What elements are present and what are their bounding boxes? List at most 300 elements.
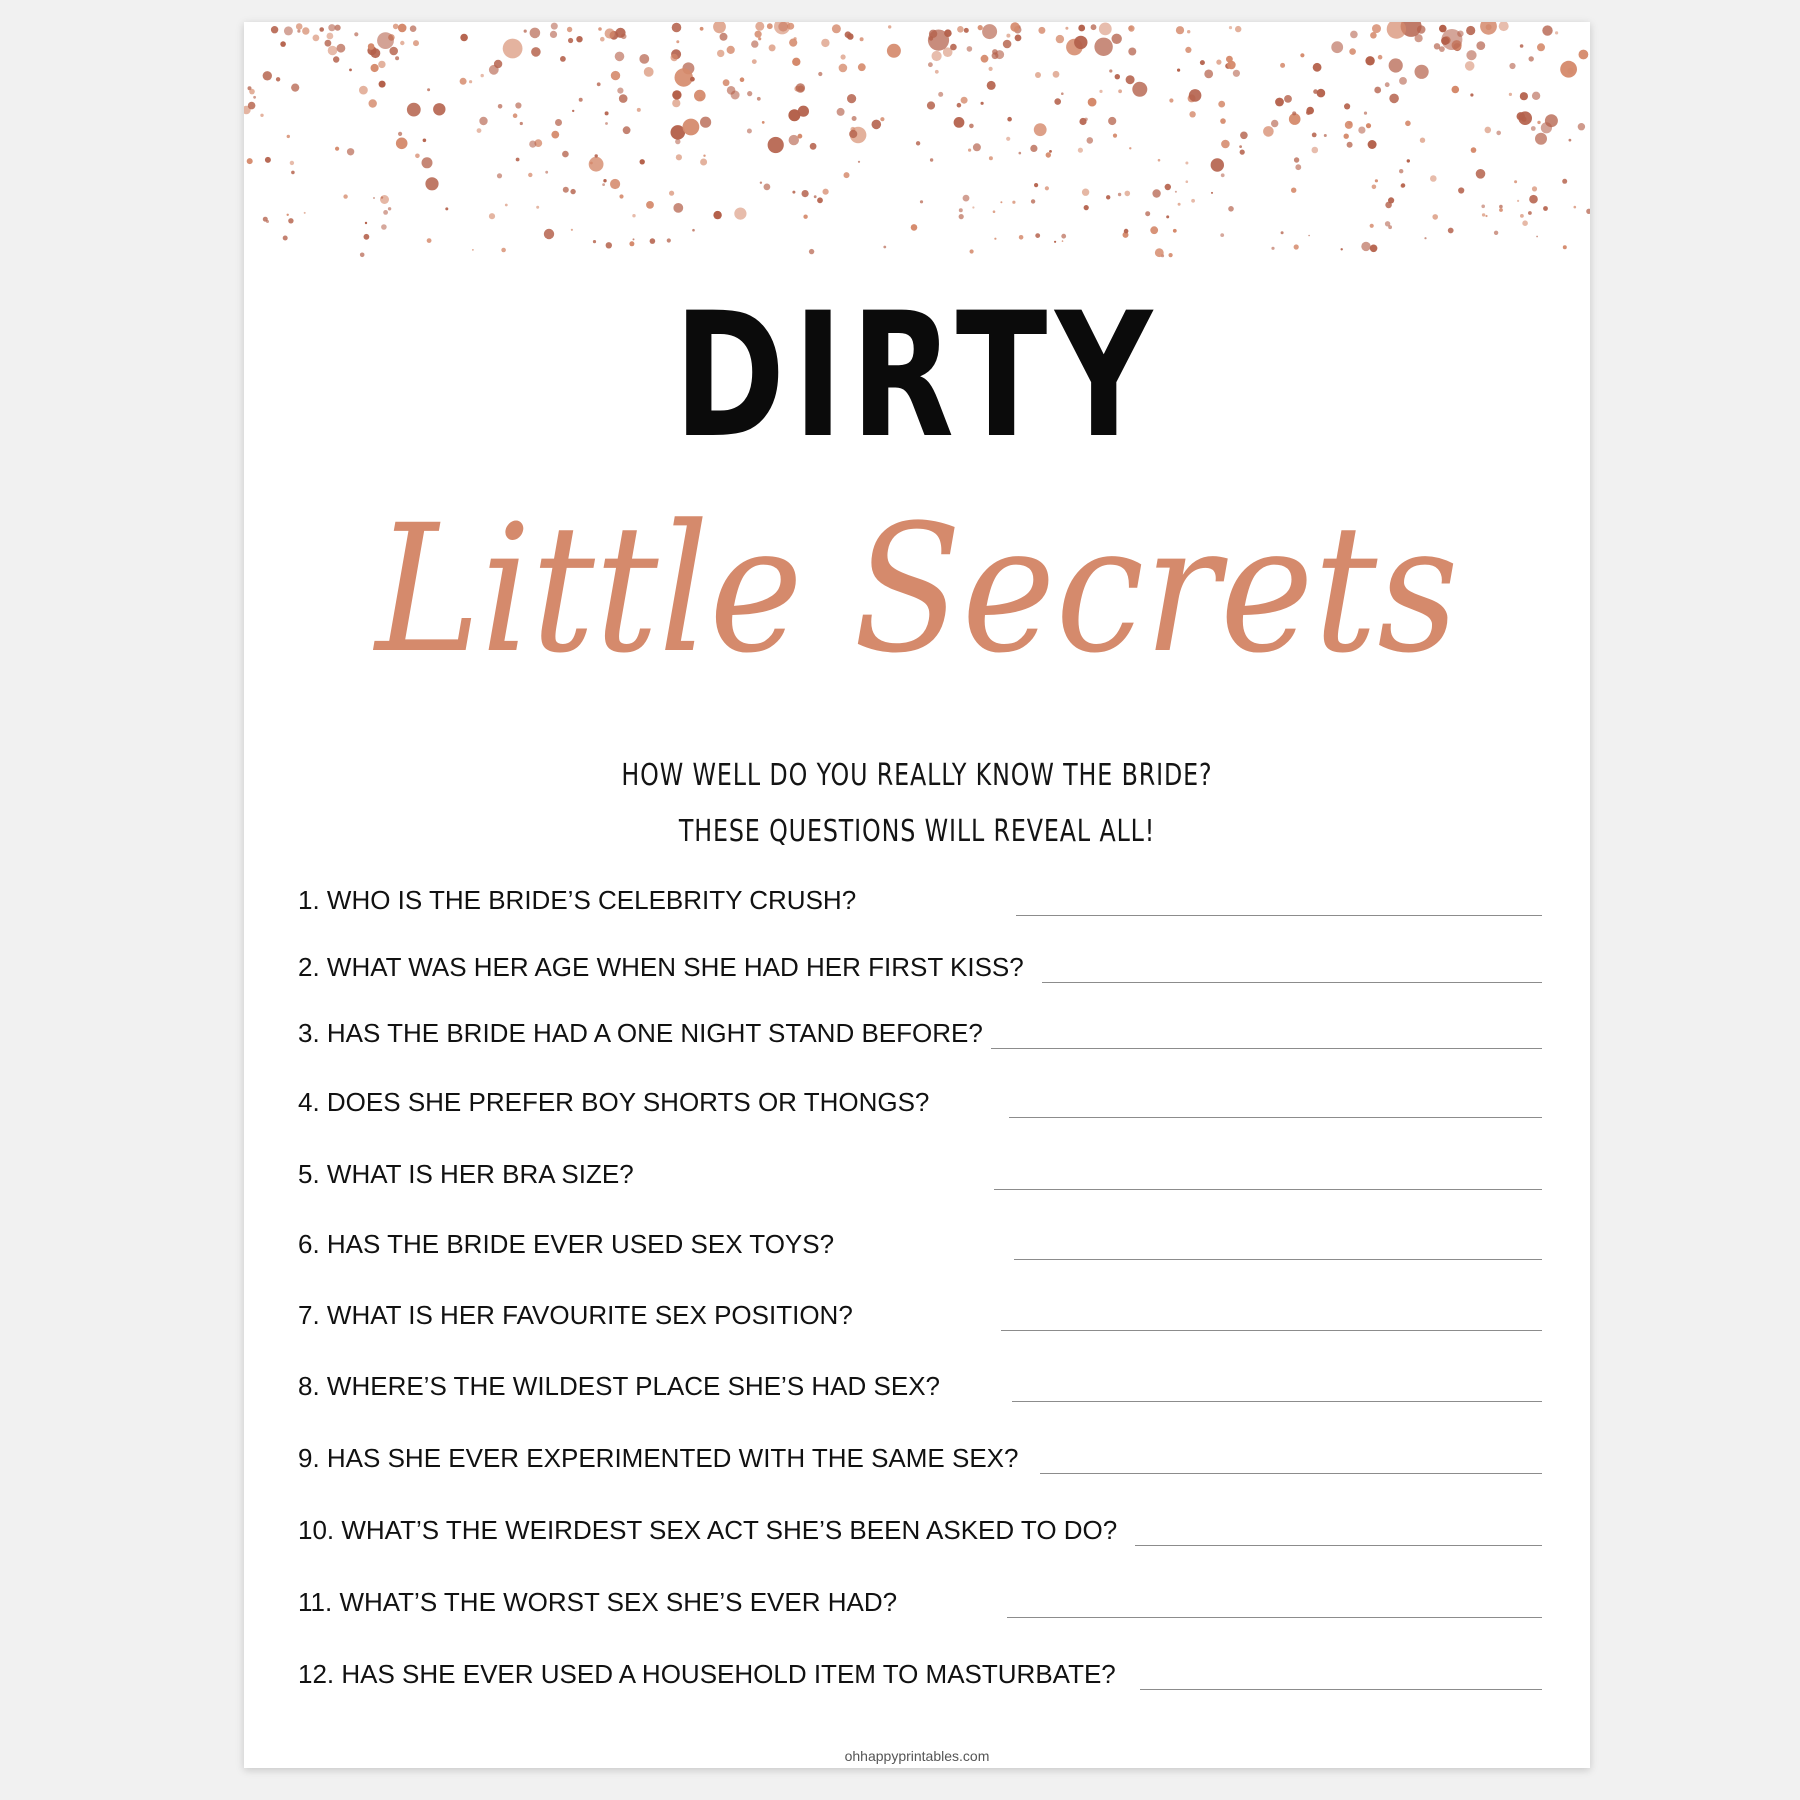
confetti-dot: [789, 39, 797, 47]
answer-line[interactable]: [1140, 1688, 1542, 1690]
confetti-dot: [531, 47, 541, 57]
confetti-dot: [1522, 117, 1527, 122]
confetti-dot: [489, 65, 499, 75]
confetti-dot: [302, 27, 309, 34]
confetti-dot: [287, 135, 290, 138]
confetti-dot: [673, 203, 683, 213]
confetti-dot: [1189, 89, 1202, 102]
confetti-dot: [987, 81, 996, 90]
confetti-dot: [667, 238, 671, 242]
question-text: 11. WHAT’S THE WORST SEX SHE’S EVER HAD?: [298, 1587, 898, 1617]
confetti-dot: [1485, 215, 1487, 217]
confetti-dot: [1038, 27, 1045, 34]
confetti-dot: [1401, 183, 1405, 187]
answer-line[interactable]: [1016, 914, 1542, 916]
confetti-dot: [767, 23, 773, 29]
confetti-dot: [1509, 93, 1512, 96]
confetti-dot: [959, 208, 963, 212]
confetti-dot: [1569, 139, 1572, 142]
confetti-dot: [427, 238, 432, 243]
confetti-dot: [1365, 56, 1374, 65]
confetti-dot: [1189, 111, 1195, 117]
confetti-dot: [1049, 150, 1052, 153]
confetti-dot: [516, 158, 520, 162]
confetti-dot: [433, 103, 445, 115]
confetti-dot: [503, 39, 523, 59]
confetti-dot: [388, 207, 391, 210]
confetti-dot: [1520, 214, 1524, 218]
answer-line[interactable]: [1042, 981, 1542, 983]
confetti-dot: [675, 68, 693, 86]
confetti-dot: [1106, 195, 1110, 199]
confetti-dot: [1562, 179, 1567, 184]
confetti-dot: [1389, 94, 1399, 104]
confetti-dot: [1432, 214, 1438, 220]
confetti-dot: [989, 67, 993, 71]
confetti-dot: [970, 249, 974, 253]
confetti-dot: [1532, 186, 1537, 191]
confetti-dot: [1056, 35, 1064, 43]
confetti-dot: [364, 234, 370, 240]
confetti-dot: [1485, 127, 1492, 134]
confetti-dot: [1364, 112, 1367, 115]
confetti-dot: [1109, 69, 1112, 72]
confetti-dot: [562, 151, 569, 158]
confetti-dot: [1118, 193, 1121, 196]
confetti-dot: [1281, 231, 1284, 234]
confetti-dot: [1324, 134, 1327, 137]
confetti-dot: [1522, 220, 1528, 226]
confetti-dot: [260, 114, 263, 117]
confetti-dot: [550, 31, 557, 38]
answer-line[interactable]: [1012, 1400, 1542, 1402]
question-text: 1. WHO IS THE BRIDE’S CELEBRITY CRUSH?: [298, 885, 857, 915]
confetti-dot: [249, 89, 255, 95]
confetti-dot: [964, 28, 969, 33]
question-text: 7. WHAT IS HER FAVOURITE SEX POSITION?: [298, 1300, 853, 1330]
confetti-dot: [1035, 72, 1041, 78]
confetti-dot: [337, 44, 346, 53]
confetti-dot: [1034, 123, 1047, 136]
confetti-dot: [354, 32, 358, 36]
confetti-dot: [290, 161, 294, 165]
confetti-dot: [617, 88, 623, 94]
confetti-dot: [1496, 131, 1501, 136]
confetti-dot: [789, 135, 799, 145]
confetti-dot: [1555, 31, 1558, 34]
confetti-dot: [1420, 138, 1425, 143]
confetti-dot: [1543, 206, 1548, 211]
confetti-dot: [727, 86, 736, 95]
confetti-dot: [938, 92, 943, 97]
confetti-dot: [1275, 98, 1284, 107]
confetti-dot: [844, 172, 850, 178]
question-row: [298, 1216, 1542, 1264]
rose-gold-confetti-decoration: [244, 22, 1590, 272]
confetti-dot: [694, 90, 706, 102]
confetti-dot: [328, 24, 335, 31]
confetti-dot: [1350, 31, 1358, 39]
question-row: [298, 1287, 1542, 1335]
confetti-dot: [400, 41, 404, 45]
confetti-dot: [932, 51, 942, 61]
confetti-dot: [1229, 26, 1232, 29]
confetti-dot: [1374, 87, 1381, 94]
answer-line[interactable]: [1014, 1258, 1542, 1260]
confetti-dot: [1054, 241, 1056, 243]
confetti-dot: [814, 195, 817, 198]
confetti-dot: [1531, 126, 1536, 131]
confetti-dot: [982, 24, 997, 39]
confetti-dot: [1312, 133, 1317, 138]
confetti-dot: [498, 104, 503, 109]
confetti-dot: [427, 88, 430, 91]
subtitle-line-1: HOW WELL DO YOU REALLY KNOW THE BRIDE?: [621, 758, 1213, 793]
confetti-dot: [847, 33, 854, 40]
confetti-dot: [615, 52, 625, 62]
confetti-dot: [1499, 205, 1503, 209]
confetti-dot: [1034, 183, 1038, 187]
confetti-dot: [1313, 63, 1322, 72]
confetti-dot: [1126, 75, 1135, 84]
confetti-dot: [1000, 201, 1002, 203]
confetti-dot: [847, 94, 856, 103]
answer-line[interactable]: [1040, 1472, 1542, 1474]
question-text: 3. HAS THE BRIDE HAD A ONE NIGHT STAND BEFORE?: [298, 1018, 983, 1048]
confetti-dot: [1211, 192, 1213, 194]
confetti-dot: [1169, 98, 1173, 102]
confetti-dot: [713, 22, 726, 33]
confetti-dot: [1529, 195, 1538, 204]
confetti-dot: [379, 81, 386, 88]
confetti-dot: [644, 67, 654, 77]
confetti-dot: [327, 33, 334, 40]
confetti-dot: [271, 26, 278, 33]
confetti-dot: [1271, 120, 1278, 127]
confetti-dot: [1372, 24, 1381, 33]
confetti-dot: [1088, 98, 1097, 107]
confetti-dot: [981, 102, 984, 105]
confetti-dot: [1385, 202, 1392, 209]
confetti-dot: [1078, 148, 1083, 153]
confetti-dot: [762, 121, 765, 124]
confetti-dot: [1537, 121, 1540, 124]
confetti-dot: [1094, 38, 1112, 56]
confetti-dot: [957, 103, 962, 108]
confetti-dot: [1078, 25, 1085, 32]
confetti-dot: [796, 83, 805, 92]
confetti-dot: [360, 253, 365, 258]
confetti-dot: [1520, 92, 1528, 100]
confetti-dot: [253, 96, 256, 99]
confetti-dot: [489, 213, 495, 219]
confetti-dot: [640, 159, 645, 164]
confetti-dot: [287, 214, 289, 216]
answer-line[interactable]: [1007, 1616, 1542, 1618]
confetti-dot: [1145, 211, 1150, 216]
confetti-dot: [410, 25, 417, 32]
confetti-dot: [993, 210, 996, 213]
confetti-dot: [1220, 233, 1224, 237]
confetti-dot: [263, 71, 272, 80]
confetti-dot: [280, 41, 286, 47]
confetti-dot: [380, 195, 389, 204]
confetti-dot: [1344, 134, 1349, 139]
confetti-dot: [959, 214, 964, 219]
confetti-dot: [849, 130, 857, 138]
confetti-dot: [520, 122, 523, 125]
confetti-dot: [248, 102, 256, 110]
confetti-dot: [1173, 229, 1177, 233]
confetti-dot: [927, 101, 935, 109]
confetti-dot: [605, 111, 609, 115]
confetti-dot: [792, 58, 800, 66]
confetti-dot: [972, 206, 974, 208]
answer-line[interactable]: [1009, 1116, 1542, 1118]
confetti-dot: [425, 177, 438, 190]
confetti-dot: [1417, 25, 1426, 34]
question-row: [298, 1430, 1542, 1478]
confetti-dot: [1125, 191, 1131, 197]
confetti-dot: [597, 82, 601, 86]
question-text: 6. HAS THE BRIDE EVER USED SEX TOYS?: [298, 1229, 835, 1259]
confetti-dot: [545, 171, 548, 174]
confetti-dot: [1366, 123, 1371, 128]
confetti-dot: [1574, 206, 1577, 209]
confetti-dot: [1112, 34, 1122, 44]
confetti-dot: [373, 197, 375, 199]
confetti-dot: [961, 97, 968, 104]
confetti-dot: [347, 148, 354, 155]
confetti-dot: [1003, 40, 1012, 49]
confetti-dot: [764, 184, 771, 191]
confetti-dot: [973, 143, 981, 151]
answer-line[interactable]: [1001, 1329, 1542, 1331]
confetti-dot: [669, 191, 674, 196]
confetti-dot: [1233, 70, 1240, 77]
confetti-dot: [593, 240, 596, 243]
confetti-dot: [1509, 63, 1515, 69]
confetti-dot: [1347, 142, 1353, 148]
confetti-dot: [852, 116, 857, 121]
confetti-dot: [445, 207, 448, 210]
confetti-dot: [1331, 41, 1343, 53]
confetti-dot: [1007, 117, 1012, 122]
confetti-dot: [841, 54, 846, 59]
confetti-dot: [423, 139, 427, 143]
confetti-dot: [501, 248, 506, 253]
confetti-dot: [676, 154, 682, 160]
confetti-dot: [872, 120, 882, 130]
confetti-dot: [333, 56, 339, 62]
question-row: [298, 939, 1542, 987]
question-row: [298, 1146, 1542, 1194]
confetti-dot: [378, 61, 385, 68]
confetti-dot: [605, 122, 608, 125]
confetti-dot: [1087, 137, 1094, 144]
confetti-dot: [1349, 48, 1356, 55]
confetti-dot: [343, 194, 347, 198]
confetti-dot: [1035, 233, 1040, 238]
confetti-dot: [752, 59, 757, 64]
question-text: 4. DOES SHE PREFER BOY SHORTS OR THONGS?: [298, 1087, 930, 1117]
confetti-dot: [1240, 132, 1248, 140]
confetti-dot: [792, 191, 795, 194]
confetti-dot: [1216, 60, 1221, 65]
confetti-dot: [676, 40, 679, 43]
confetti-dot: [911, 224, 918, 231]
confetti-dot: [727, 46, 735, 54]
confetti-dot: [1536, 236, 1538, 238]
confetti-dot: [1452, 86, 1460, 94]
confetti-dot: [1221, 140, 1230, 149]
confetti-dot: [1176, 26, 1184, 34]
confetti-dot: [460, 78, 467, 85]
question-row: [298, 1646, 1542, 1694]
confetti-dot: [415, 154, 420, 159]
confetti-dot: [700, 117, 711, 128]
confetti-dot: [1372, 185, 1377, 190]
confetti-dot: [1165, 184, 1171, 190]
confetti-dot: [774, 22, 790, 34]
question-row: [298, 1358, 1542, 1406]
confetti-dot: [369, 99, 377, 107]
confetti-dot: [1424, 237, 1426, 239]
confetti-dot: [551, 23, 558, 30]
confetti-dot: [1054, 98, 1061, 105]
confetti-dot: [368, 43, 375, 50]
answer-line[interactable]: [1135, 1544, 1542, 1546]
confetti-dot: [497, 173, 502, 178]
confetti-dot: [371, 64, 379, 72]
confetti-dot: [1399, 77, 1407, 85]
confetti-dot: [1046, 152, 1051, 157]
confetti-dot: [928, 62, 933, 67]
confetti-dot: [398, 24, 407, 33]
confetti-dot: [1015, 35, 1022, 42]
confetti-dot: [1345, 121, 1353, 129]
confetti-dot: [560, 56, 566, 62]
answer-line[interactable]: [991, 1047, 1542, 1049]
confetti-dot: [1062, 240, 1064, 242]
confetti-dot: [1006, 137, 1010, 141]
confetti-dot: [396, 138, 408, 150]
confetti-dot: [536, 206, 539, 209]
confetti-dot: [1578, 123, 1585, 130]
confetti-dot: [619, 94, 628, 103]
confetti-dot: [935, 70, 939, 74]
confetti-dot: [481, 74, 484, 77]
confetti-dot: [288, 218, 293, 223]
confetti-dot: [1061, 92, 1064, 95]
confetti-dot: [579, 98, 583, 102]
confetti-dot: [1155, 248, 1164, 257]
confetti-dot: [479, 117, 487, 125]
confetti-dot: [389, 47, 398, 56]
confetti-dot: [606, 242, 612, 248]
confetti-dot: [950, 44, 957, 51]
confetti-dot: [1099, 23, 1112, 36]
confetti-dot: [723, 79, 730, 86]
confetti-dot: [1079, 118, 1086, 125]
confetti-dot: [1177, 69, 1180, 72]
confetti-dot: [646, 201, 654, 209]
confetti-dot: [1306, 107, 1314, 115]
confetti-dot: [757, 97, 761, 101]
confetti-dot: [1313, 89, 1318, 94]
printable-sheet: [244, 22, 1590, 1768]
confetti-dot: [505, 204, 508, 207]
confetti-dot: [349, 69, 352, 72]
confetti-dot: [633, 238, 635, 240]
confetti-dot: [1292, 111, 1296, 115]
confetti-dot: [1481, 205, 1485, 209]
confetti-dot: [276, 77, 280, 81]
confetti-dot: [1370, 32, 1377, 39]
confetti-dot: [683, 119, 700, 136]
question-row: [298, 1502, 1542, 1550]
confetti-dot: [747, 91, 752, 96]
confetti-dot: [304, 212, 306, 214]
confetti-dot: [1185, 47, 1191, 53]
subtitle-line-2: THESE QUESTIONS WILL REVEAL ALL!: [678, 814, 1156, 849]
confetti-dot: [798, 106, 809, 117]
confetti-dot: [1115, 74, 1120, 79]
question-row: [298, 872, 1542, 920]
confetti-dot: [1466, 50, 1476, 60]
confetti-dot: [720, 33, 728, 41]
question-text: 12. HAS SHE EVER USED A HOUSEHOLD ITEM TO MASTURBATE?: [298, 1659, 1116, 1689]
confetti-dot: [1291, 188, 1296, 193]
confetti-dot: [284, 26, 293, 35]
confetti-dot: [610, 179, 620, 189]
confetti-dot: [740, 77, 745, 82]
confetti-dot: [803, 215, 807, 219]
title-dirty: DIRTY: [673, 275, 1161, 476]
confetti-dot: [623, 126, 631, 134]
confetti-dot: [570, 189, 575, 194]
confetti-dot: [1152, 189, 1160, 197]
confetti-dot: [1108, 117, 1116, 125]
confetti-dot: [1399, 169, 1403, 173]
confetti-dot: [381, 224, 387, 230]
confetti-dot: [621, 34, 627, 40]
confetti-dot: [395, 56, 399, 60]
confetti-dot: [359, 86, 368, 95]
confetti-dot: [916, 141, 920, 145]
confetti-dot: [1430, 175, 1437, 182]
confetti-dot: [888, 25, 891, 28]
answer-line[interactable]: [994, 1188, 1542, 1190]
confetti-dot: [1368, 140, 1377, 149]
confetti-dot: [1187, 30, 1190, 33]
confetti-dot: [967, 46, 973, 52]
confetti-dot: [263, 217, 268, 222]
question-row: [298, 1574, 1542, 1622]
confetti-dot: [393, 24, 399, 30]
confetti-dot: [1006, 34, 1010, 38]
confetti-dot: [755, 22, 764, 31]
confetti-dot: [291, 171, 295, 175]
confetti-dot: [760, 182, 762, 184]
confetti-dot: [1517, 200, 1519, 202]
confetti-dot: [700, 27, 704, 31]
confetti-dot: [1476, 41, 1485, 50]
question-text: 8. WHERE’S THE WILDEST PLACE SHE’S HAD SEX?: [298, 1371, 940, 1401]
confetti-dot: [1361, 242, 1370, 251]
confetti-dot: [1370, 224, 1374, 228]
confetti-dot: [1466, 26, 1475, 35]
